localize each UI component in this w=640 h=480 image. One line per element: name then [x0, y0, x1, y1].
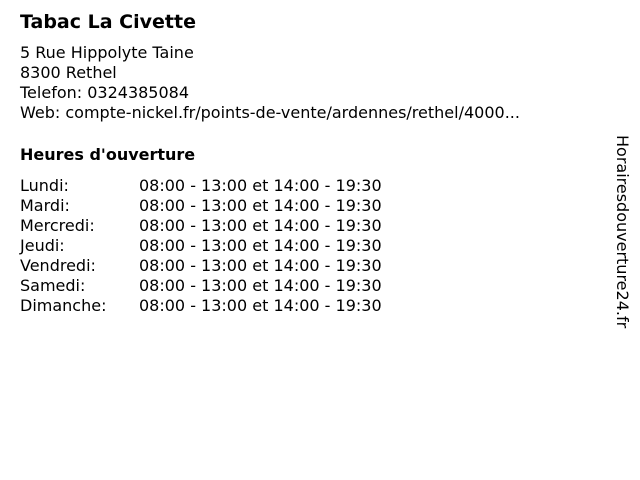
day-hours: 08:00 - 13:00 et 14:00 - 19:30 [139, 276, 382, 295]
store-name: Tabac La Civette [20, 11, 196, 33]
hours-row-wednesday [20, 216, 600, 236]
store-website: Web: compte-nickel.fr/points-de-vente/ardennes/rethel/4000... [20, 103, 520, 122]
hours-row-saturday [20, 276, 600, 296]
day-label: Samedi: [20, 276, 86, 295]
hours-row-thursday [20, 236, 600, 256]
day-label: Dimanche: [20, 296, 107, 315]
day-hours: 08:00 - 13:00 et 14:00 - 19:30 [139, 256, 382, 275]
hours-row-friday [20, 256, 600, 276]
day-hours: 08:00 - 13:00 et 14:00 - 19:30 [139, 196, 382, 215]
hours-row-sunday [20, 296, 600, 316]
day-label: Mercredi: [20, 216, 95, 235]
day-label: Mardi: [20, 196, 70, 215]
store-city: 8300 Rethel [20, 63, 117, 82]
day-label: Lundi: [20, 176, 69, 195]
day-label: Vendredi: [20, 256, 96, 275]
store-phone: Telefon: 0324385084 [20, 83, 190, 102]
opening-hours-heading: Heures d'ouverture [20, 145, 196, 164]
opening-hours-table [20, 176, 600, 316]
day-hours: 08:00 - 13:00 et 14:00 - 19:30 [139, 216, 382, 235]
store-info [20, 43, 600, 123]
day-hours: 08:00 - 13:00 et 14:00 - 19:30 [139, 236, 382, 255]
day-label: Jeudi: [20, 236, 65, 255]
site-watermark: Horairesdouverture24.fr [613, 135, 632, 329]
hours-row-monday [20, 176, 600, 196]
day-hours: 08:00 - 13:00 et 14:00 - 19:30 [139, 176, 382, 195]
day-hours: 08:00 - 13:00 et 14:00 - 19:30 [139, 296, 382, 315]
store-card [20, 10, 600, 316]
hours-row-tuesday [20, 196, 600, 216]
store-street: 5 Rue Hippolyte Taine [20, 43, 194, 62]
